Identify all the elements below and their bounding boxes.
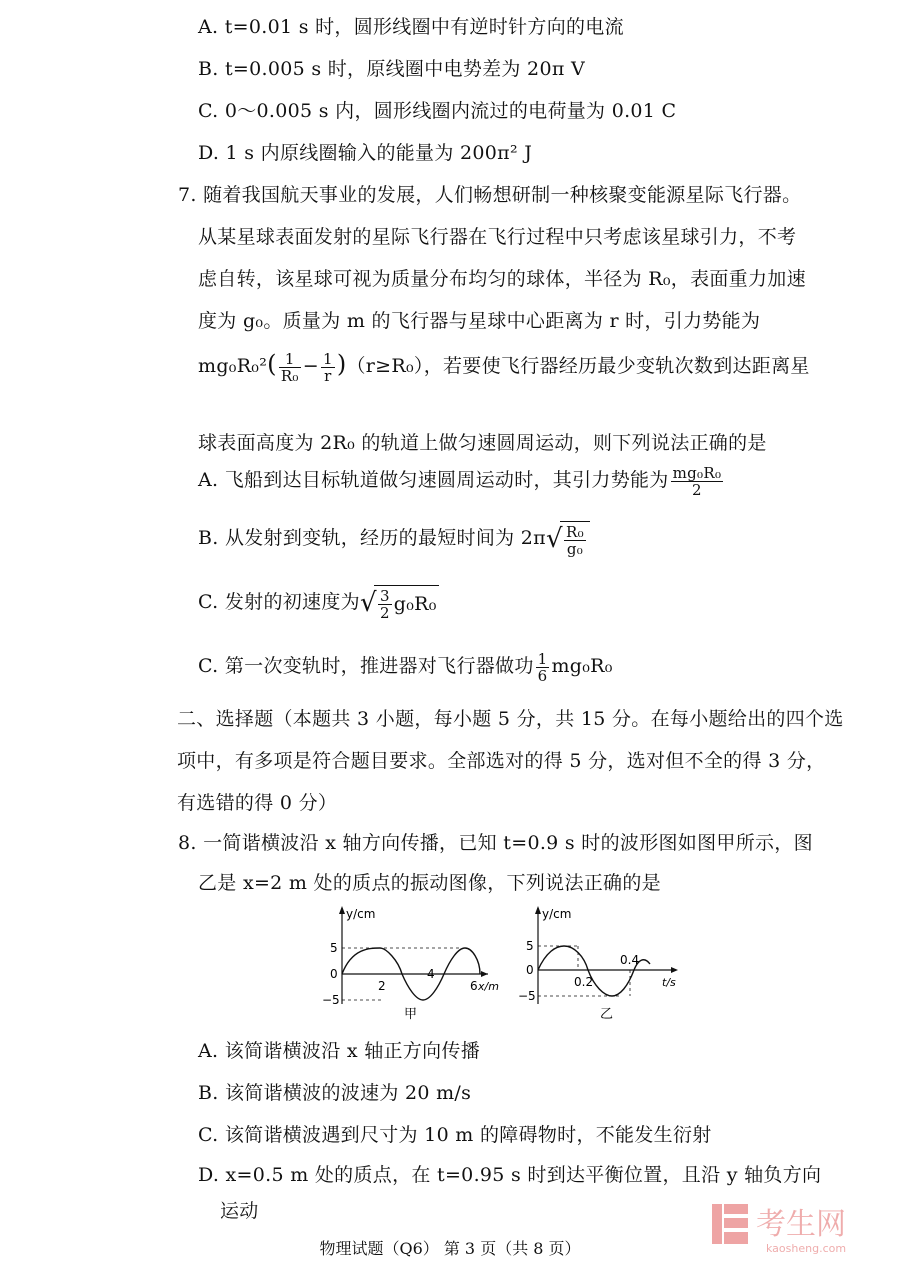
right-xtick-0.2: 0.2 [574, 975, 594, 989]
potential-prefix: mg₀R₀² [198, 355, 268, 377]
q7-stem-line-1: 7. 随着我国航天事业的发展，人们畅想研制一种核聚变能源星际飞行器。 [178, 184, 802, 206]
fraction-1-over-6: $\frac{1}{6}$ [537, 649, 548, 685]
watermark-url: kaosheng.com [766, 1242, 847, 1255]
right-xlabel: t/s [662, 976, 676, 989]
right-xtick-0.4: 0.4 [620, 953, 640, 967]
q7-option-a: A. 飞船到达目标轨道做匀速圆周运动时，其引力势能为 $\frac{\text{mg₀R₀}}{2}$ [198, 463, 722, 499]
left-xtick-4: 4 [427, 967, 435, 981]
right-ytick-0: 0 [526, 963, 534, 977]
right-ytick-neg5: −5 [518, 989, 536, 1003]
q8-option-d-continued: 运动 [220, 1200, 259, 1222]
q8-option-b: B. 该简谐横波的波速为 20 m/s [198, 1082, 472, 1104]
q7-stem-line-3: 虑自转，该星球可视为质量分布均匀的球体，半径为 R₀，表面重力加速 [198, 268, 806, 290]
sqrt-initial-velocity: √ $\frac{3}{2}$ g₀R₀ [360, 585, 439, 622]
q6-option-b: B. t=0.005 s 时，原线圈中电势差为 20π V [198, 58, 585, 80]
left-xtick-6: 6 [470, 979, 478, 993]
q8-stem-line-1: 8. 一简谐横波沿 x 轴方向传播，已知 t=0.9 s 时的波形图如图甲所示，图 [178, 832, 813, 854]
q7-option-d: C. 第一次变轨时，推进器对飞行器做功 $\frac{1}{6}$ mg₀R₀ [198, 649, 613, 685]
left-ytick-neg5: −5 [322, 993, 340, 1007]
q8-stem-line-2: 乙是 x=2 m 处的质点的振动图像，下列说法正确的是 [198, 872, 661, 894]
figure-vibration [518, 906, 678, 1022]
q7-stem-line-2: 从某星球表面发射的星际飞行器在飞行过程中只考虑该星球引力，不考 [198, 226, 797, 248]
wave-figures [320, 904, 700, 1024]
fraction-1-over-r0: $\frac{1}{\text{R₀}}$ [280, 349, 299, 385]
q6-option-d: D. 1 s 内原线圈输入的能量为 200π² J [198, 142, 533, 164]
sqrt-r0-over-g0: √ $\frac{\text{R₀}}{\text{g₀}}$ [546, 521, 590, 558]
watermark-logo [706, 1196, 886, 1258]
q7-stem-line-4: 度为 g₀。质量为 m 的飞行器与星球中心距离为 r 时，引力势能为 [198, 310, 761, 332]
q8-option-d: D. x=0.5 m 处的质点，在 t=0.95 s 时到达平衡位置，且沿 y 轴负方向 [198, 1164, 822, 1186]
caption-yi: 乙 [600, 1007, 614, 1022]
q7-stem-line-6: 球表面高度为 2R₀ 的轨道上做匀速圆周运动，则下列说法正确的是 [198, 432, 767, 454]
q8-option-c: C. 该简谐横波遇到尺寸为 10 m 的障碍物时，不能发生衍射 [198, 1124, 712, 1146]
left-ytick-0: 0 [330, 967, 338, 981]
q7-stem-line-5: mg₀R₀²( $\frac{1}{\text{R₀}}$ − $\frac{1}{r}$ )（r≥R₀），若要使飞行器经历最少变轨次数到达距离星 [198, 349, 810, 385]
section-2-header-line-3: 有选错的得 0 分） [177, 792, 338, 814]
q6-option-a: A. t=0.01 s 时，圆形线圈中有逆时针方向的电流 [198, 16, 624, 38]
figure-wave-form [322, 906, 499, 1022]
left-ytick-5: 5 [330, 941, 338, 955]
potential-suffix: （r≥R₀），若要使飞行器经历最少变轨次数到达距离星 [346, 355, 810, 377]
fraction-1-over-r: $\frac{1}{r}$ [322, 349, 333, 385]
fraction-mg0r0-over-2: $\frac{\text{mg₀R₀}}{2}$ [672, 463, 722, 499]
caption-jia: 甲 [404, 1007, 418, 1022]
q6-option-c: C. 0～0.005 s 内，圆形线圈内流过的电荷量为 0.01 C [198, 100, 677, 122]
q8-option-a: A. 该简谐横波沿 x 轴正方向传播 [198, 1040, 480, 1062]
q7-option-b: B. 从发射到变轨，经历的最短时间为 2π √ $\frac{\text{R₀}}{\text{g₀}}$ [198, 520, 590, 558]
left-xtick-2: 2 [378, 979, 386, 993]
section-2-header-line-1: 二、选择题（本题共 3 小题，每小题 5 分，共 15 分。在每小题给出的四个选 [177, 708, 844, 730]
q7-option-c: C. 发射的初速度为 √ $\frac{3}{2}$ g₀R₀ [198, 584, 439, 622]
watermark-icon [706, 1196, 886, 1258]
section-2-header-line-2: 项中，有多项是符合题目要求。全部选对的得 5 分，选对但不全的得 3 分， [177, 750, 826, 772]
watermark-text: 考生网 [756, 1207, 846, 1242]
right-ylabel: y/cm [542, 907, 572, 921]
right-ytick-5: 5 [526, 939, 534, 953]
left-xlabel: x/m [478, 980, 499, 993]
page-footer: 物理试题（Q6） 第 3 页（共 8 页） [319, 1239, 581, 1258]
left-ylabel: y/cm [346, 907, 376, 921]
